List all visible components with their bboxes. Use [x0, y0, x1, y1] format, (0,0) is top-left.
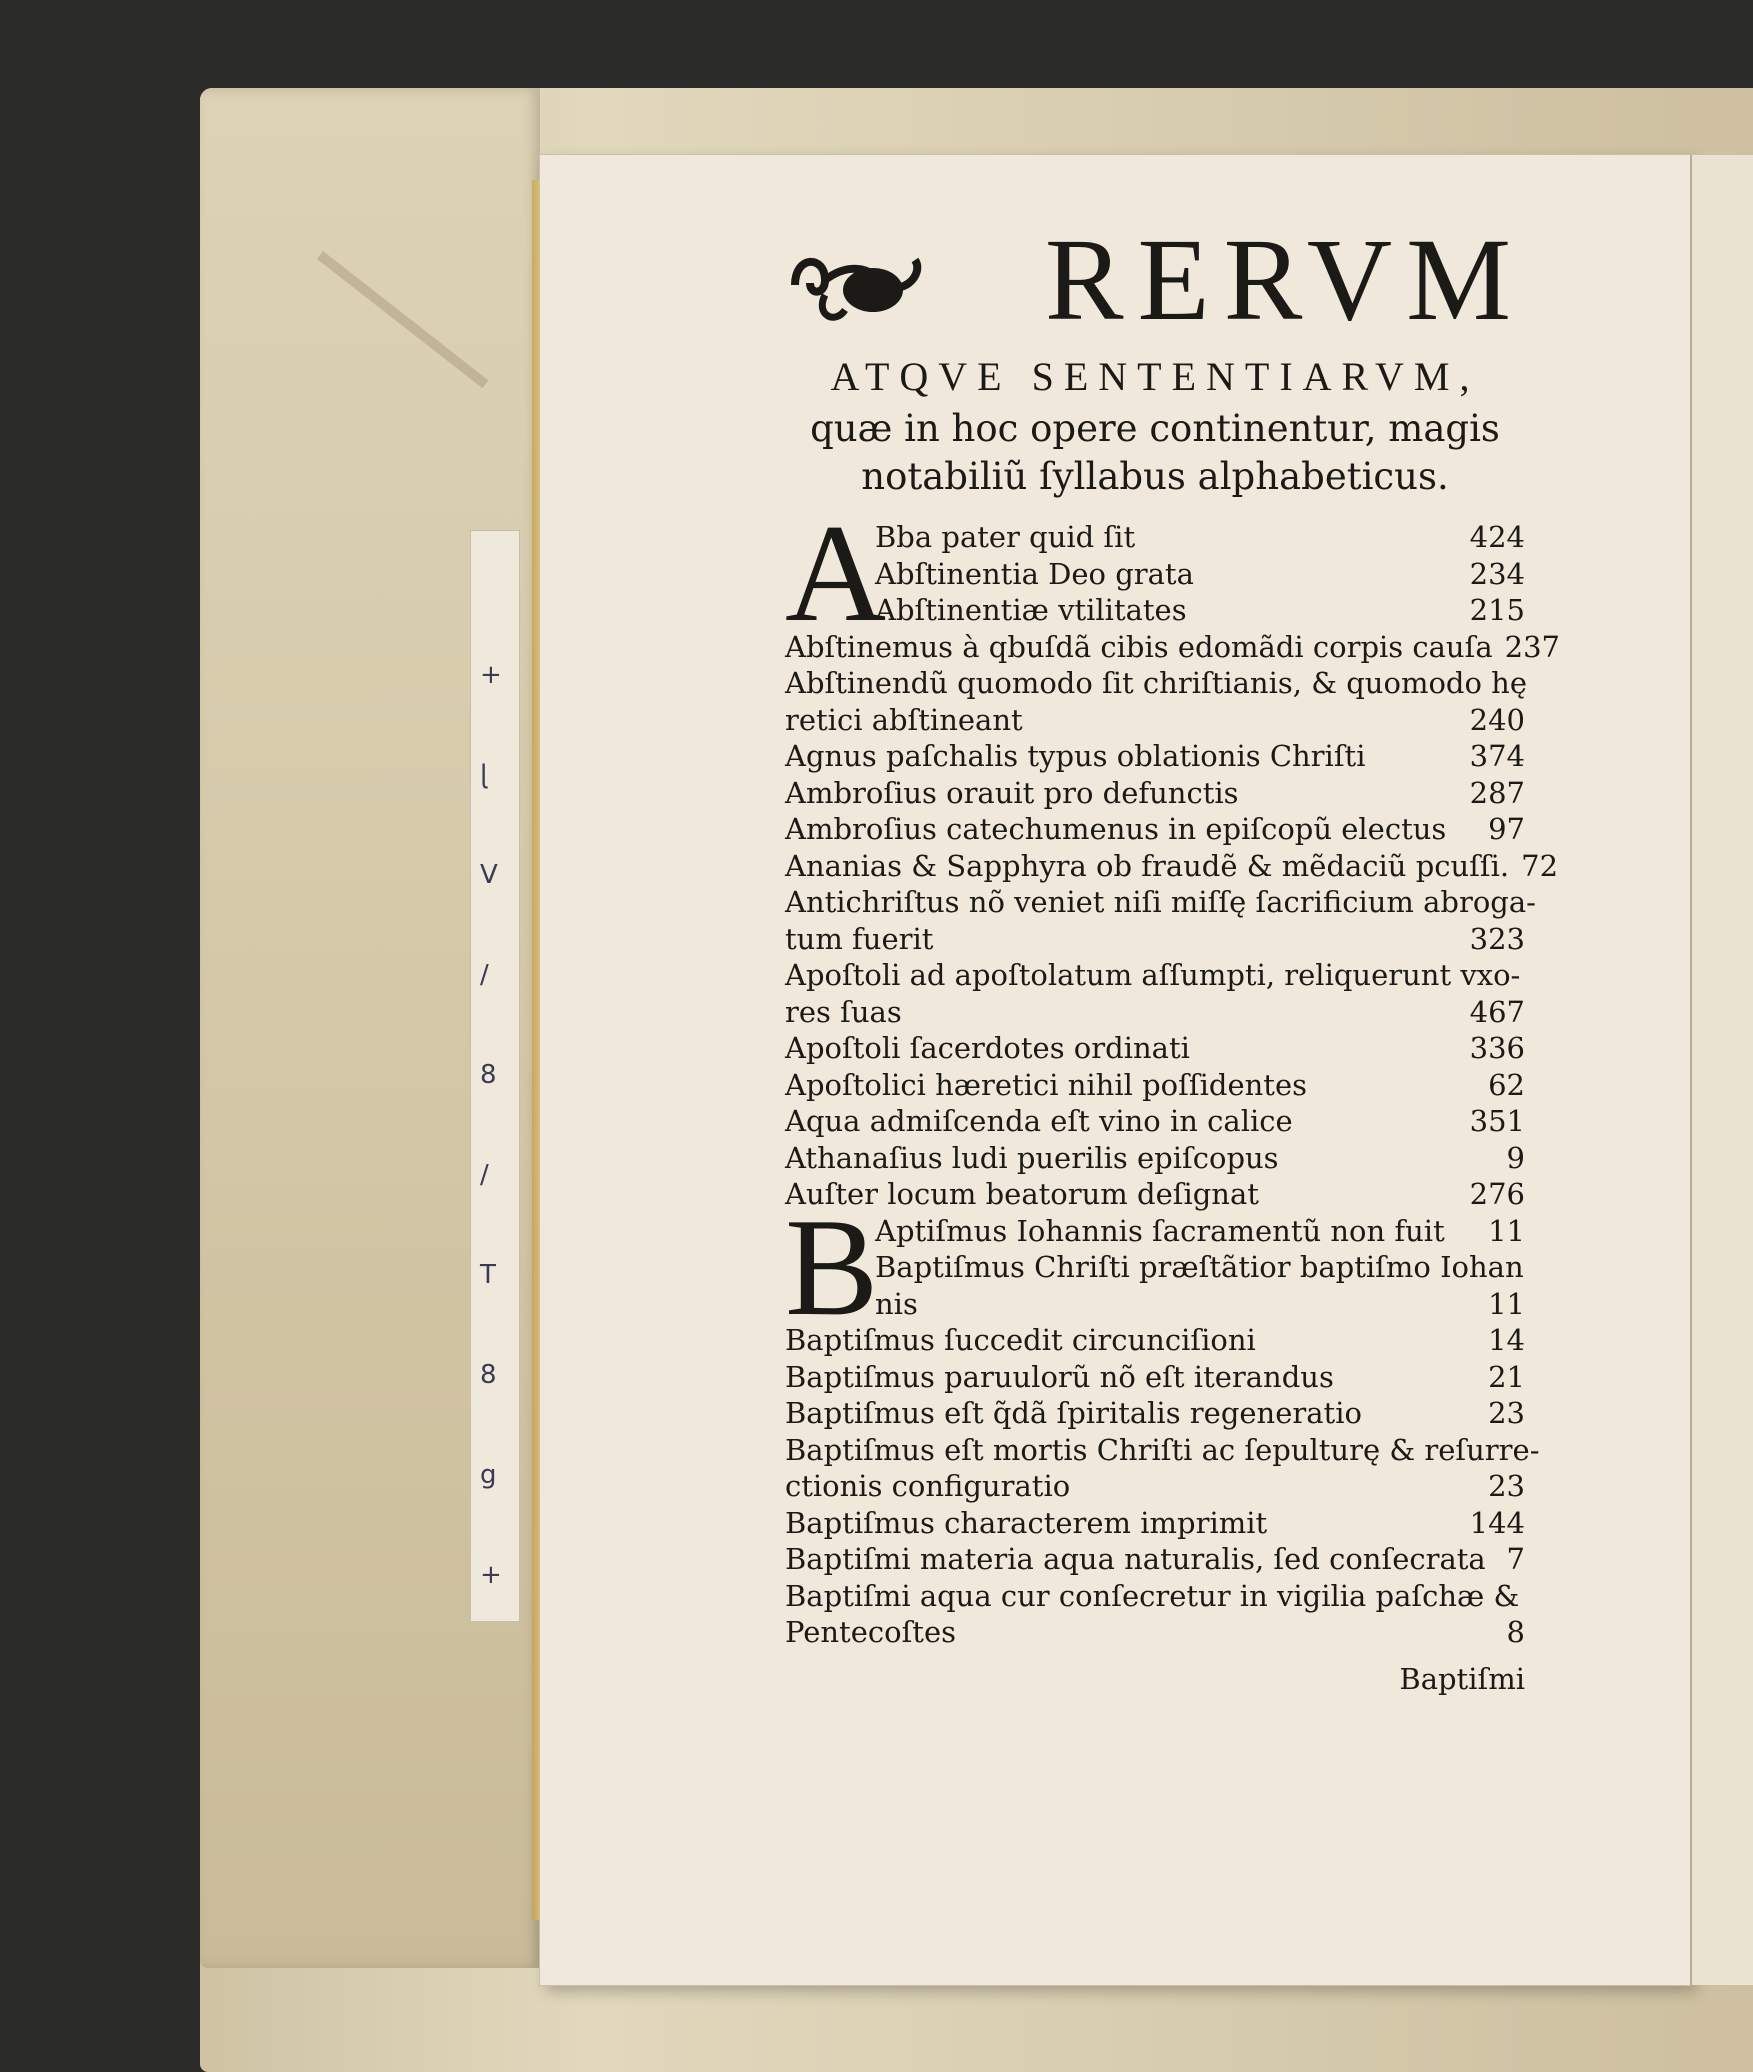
index-entry: [785, 1541, 1525, 1578]
index-entry: [785, 1286, 1525, 1323]
index-entry: [785, 1322, 1525, 1359]
entry-text: Apoſtolici hæretici nihil poſſidentes: [785, 1067, 1307, 1102]
drop-capital: A: [785, 496, 887, 651]
entry-text: Ambroſius catechumenus in epiſcopũ electus: [785, 812, 1447, 846]
index-entry: [785, 994, 1525, 1031]
entry-text: Aqua admiſcenda eſt vino in calice: [785, 1104, 1293, 1138]
index-entry: [785, 1213, 1525, 1250]
entry-text: Pentecoſtes: [785, 1615, 956, 1649]
entry-text: Bba pater quid ſit: [875, 520, 1136, 554]
index-section-a: [785, 496, 1560, 1213]
stub-handwritten-mark: /: [480, 960, 489, 990]
entry-text: Baptiſmus eſt q̃dã ſpiritalis regeneratio: [785, 1396, 1362, 1430]
entry-page-number: 8: [1506, 1615, 1525, 1649]
stub-handwritten-mark: ɭ: [480, 760, 488, 790]
index-entry: [785, 702, 1525, 739]
entry-text: Auſter locum beatorum deſignat: [785, 1177, 1259, 1211]
entry-page-number: 7: [1506, 1542, 1525, 1576]
entry-text: Ananias & Sapphyra ob fraudẽ & mẽdaciũ pcuſſi.: [785, 848, 1510, 883]
heading-line-2: notabiliũ ſyllabus alphabeticus.: [861, 455, 1449, 498]
index-entry: [785, 1030, 1525, 1067]
stub-handwritten-mark: +: [480, 1560, 502, 1590]
stub-handwritten-mark: /: [480, 1160, 489, 1190]
index-entries: [785, 496, 1560, 1651]
entry-page-number: 9: [1506, 1140, 1525, 1175]
index-entry: [785, 775, 1525, 812]
heading-line-1: quæ in hoc opere continentur, magis: [810, 407, 1500, 450]
entry-text: Aptiſmus Iohannis ſacramentũ non fuit: [875, 1213, 1445, 1248]
entry-page-number: 234: [1469, 556, 1525, 591]
entry-text: Baptiſmus Chriſti præſtãtior baptiſmo Iohan: [875, 1250, 1524, 1284]
index-entry: [785, 1067, 1525, 1104]
stub-handwritten-mark: g: [480, 1460, 497, 1490]
stub-handwritten-mark: +: [480, 660, 502, 690]
index-entry: [785, 1432, 1540, 1469]
entry-text: Abſtinentiæ vtilitates: [875, 593, 1187, 627]
entry-text: Antichriſtus nõ veniet niſi miſſę ſacrificium abroga-: [785, 885, 1536, 919]
entry-text: Abſtinendũ quomodo ſit chriſtianis, & quomodo hę: [785, 666, 1527, 700]
entry-page-number: 276: [1469, 1177, 1525, 1211]
index-entry: [785, 1176, 1525, 1213]
entry-page-number: 237: [1504, 629, 1560, 664]
entry-text: Agnus paſchalis typus oblationis Chriſti: [785, 739, 1366, 773]
index-entry: [785, 1103, 1525, 1140]
index-entry: [785, 957, 1525, 994]
entry-page-number: 11: [1488, 1286, 1525, 1321]
index-entry: [785, 811, 1525, 848]
title-text: RERVM: [1044, 214, 1525, 345]
entry-text: tum fuerit: [785, 921, 934, 956]
entry-text: retici abſtineant: [785, 702, 1023, 737]
catchword: Baptiſmi: [1399, 1661, 1525, 1696]
entry-text: ctionis configuratio: [785, 1469, 1071, 1503]
entry-text: Baptiſmi materia aqua naturalis, ſed conſecrata: [785, 1542, 1486, 1576]
index-entry: [785, 1140, 1525, 1177]
subtitle: ATQVE SENTENTIARVM,: [830, 354, 1480, 399]
entry-page-number: 240: [1469, 702, 1525, 737]
index-entry: [785, 1578, 1525, 1615]
entry-page-number: 23: [1488, 1469, 1525, 1503]
entry-page-number: 23: [1488, 1396, 1525, 1430]
facing-page-edge: [1690, 155, 1753, 1985]
entry-text: nis: [875, 1286, 918, 1321]
entry-page-number: 21: [1488, 1359, 1525, 1394]
index-entry: [785, 921, 1525, 958]
index-entry: [785, 1395, 1525, 1432]
index-entry: [785, 1249, 1525, 1286]
entry-page-number: 62: [1488, 1067, 1525, 1102]
stub-handwritten-mark: V: [480, 860, 498, 890]
index-entry: [785, 1468, 1525, 1505]
index-entry: [785, 1614, 1525, 1651]
entry-page-number: 14: [1488, 1323, 1525, 1357]
index-text-block: [785, 214, 1560, 1697]
entry-page-number: 424: [1469, 520, 1525, 554]
entry-text: Ambroſius orauit pro defunctis: [785, 775, 1239, 810]
drop-capital: B: [785, 1189, 879, 1345]
entry-text: Baptiſmi aqua cur conſecretur in vigilia paſchæ &: [785, 1578, 1520, 1613]
entry-page-number: 467: [1469, 994, 1525, 1029]
index-entry: [785, 629, 1560, 666]
index-entry: [785, 665, 1525, 702]
entry-text: Apoſtoli ad apoſtolatum aſſumpti, reliquerunt vxo-: [785, 958, 1521, 992]
entry-text: Abſtinemus à qbuſdã cibis edomãdi corpis cauſa: [785, 629, 1493, 664]
entry-text: Baptiſmus eſt mortis Chriſti ac ſepulturę & reſurre-: [785, 1432, 1540, 1467]
index-entry: [785, 519, 1525, 556]
index-entry: [785, 1505, 1525, 1542]
entry-page-number: 72: [1521, 848, 1559, 883]
stub-handwritten-mark: 8: [480, 1360, 497, 1390]
stub-handwritten-mark: 8: [480, 1060, 497, 1090]
entry-page-number: 97: [1488, 812, 1525, 846]
index-entry: [785, 592, 1525, 629]
entry-text: Apoſtoli ſacerdotes ordinati: [785, 1031, 1190, 1065]
entry-page-number: 374: [1469, 739, 1525, 773]
entry-page-number: 215: [1469, 593, 1525, 627]
index-entry: [785, 738, 1525, 775]
index-entry: [785, 848, 1559, 885]
stub-handwritten-mark: T: [480, 1260, 496, 1290]
entry-page-number: 336: [1469, 1031, 1525, 1065]
index-entry: [785, 1359, 1525, 1396]
index-entry: [785, 884, 1536, 921]
entry-text: Baptiſmus characterem imprimit: [785, 1505, 1268, 1540]
entry-text: res ſuas: [785, 994, 902, 1029]
entry-text: Abſtinentia Deo grata: [875, 556, 1194, 591]
page-title: [785, 215, 1525, 345]
entry-text: Athanaſius ludi puerilis epiſcopus: [785, 1140, 1279, 1175]
entry-page-number: 323: [1469, 921, 1525, 956]
index-entry: [785, 556, 1525, 593]
fleuron-ornament-icon: [785, 235, 935, 335]
entry-text: Baptiſmus ſuccedit circunciſioni: [785, 1323, 1256, 1357]
entry-page-number: 351: [1469, 1104, 1525, 1138]
entry-page-number: 11: [1488, 1213, 1525, 1248]
entry-page-number: 144: [1469, 1505, 1525, 1540]
entry-page-number: 287: [1469, 775, 1525, 810]
entry-text: Baptiſmus paruulorũ nõ eſt iterandus: [785, 1359, 1334, 1394]
